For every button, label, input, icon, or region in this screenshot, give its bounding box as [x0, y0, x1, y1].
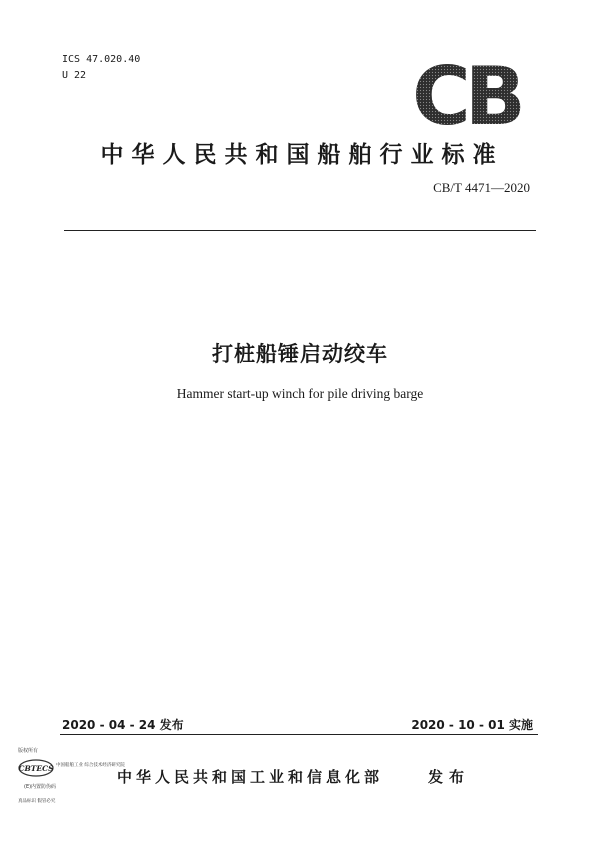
industry-standard-title: 中华人民共和国船舶行业标准 [100, 142, 504, 168]
ccs-code: U 22 [62, 70, 87, 81]
ics-code: ICS 47.020.40 [62, 54, 141, 65]
seal-line-1: 版权所有 [18, 748, 39, 754]
seal-org: 中国船舶工业 综合技术经济研究院 [56, 763, 125, 768]
document-title-cn: 打桩船锤启动绞车 [212, 342, 388, 366]
standard-number: CB/T 4471—2020 [433, 180, 530, 195]
bottom-divider [60, 734, 538, 735]
logo-text: CB [412, 50, 520, 143]
classification-codes [62, 52, 140, 84]
issuing-authority: 中华人民共和国工业和信息化部 [117, 768, 384, 786]
seal-brand: CBTECS [18, 764, 54, 773]
publish-label: 发布 [428, 768, 471, 786]
implementation-date: 2020 - 10 - 01 实施 [411, 718, 533, 732]
issue-date: 2020 - 04 - 24 发布 [62, 718, 184, 732]
top-divider [64, 230, 536, 231]
cb-logo [401, 50, 531, 143]
anti-counterfeit-seal [16, 744, 125, 806]
seal-line-3: (E)内置防伪码 [24, 784, 57, 790]
document-title-en: Hammer start-up winch for pile driving barge [176, 386, 424, 401]
seal-line-4: 真品标识 假冒必究 [18, 799, 56, 804]
